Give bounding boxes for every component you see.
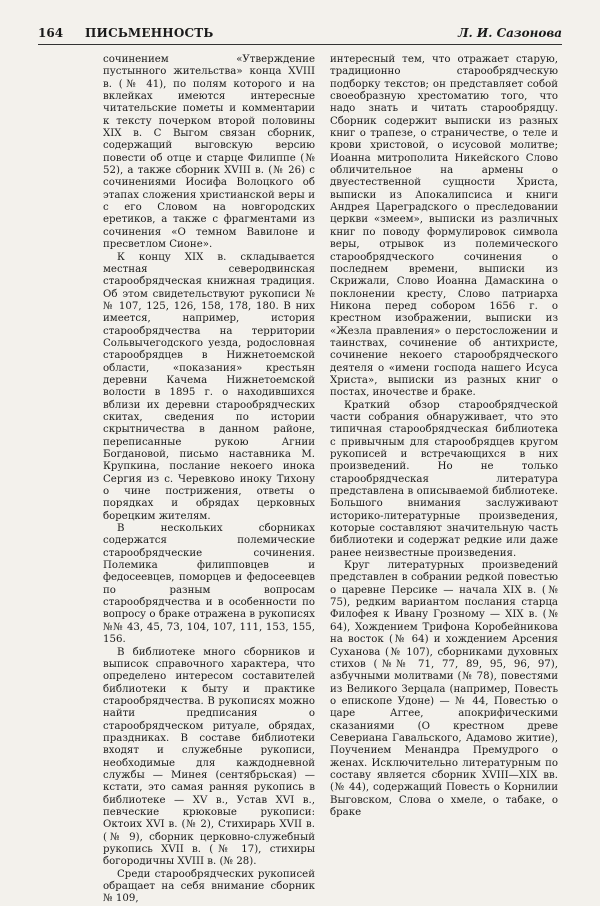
paragraph: К концу XIX в. складывается местная северодвинская старообрядческая книжная традиция. Об этом свидетельствуют рукописи №№ 107, 125, 126, 158, 178, 180. В них имеется, например, история старообрядчества на территории Сольвычегодского уезда, родословная старообрядцев в Нижнетоемской области, «показания» крестьян деревни Качема Нижнетоемской волости в 1895 г. о находившихся вблизи их деревни старообрядческих скитах, сведения по истории скрытничества в данном районе, переписанные рукою Агнии Богдановой, письмо наставника М. Крупкина, послание некоего инока Сергия из с. Черевково иноку Тихону о чине пострижения, ответы о порядках и обрядах церковных борецким жителям. [103, 251, 315, 522]
paragraph: Среди старообрядческих рукописей обращает на себя внимание сборник № 109, [103, 868, 315, 905]
paragraph: интересный тем, что отражает старую, традиционно старообрядческую подборку текстов; он представляет собой своеобразную хрестоматию того, что надо знать и читать старообрядцу. Сборник содержит выписки из разных книг о трапезе, о страничестве, о теле и крови христовой, о исусовой молитве; Иоанна митрополита Никейского Слово обличительное на армены о двуестественной сущности Христа, выписки из Апокалипсиса и книги Андрея Цареградского о преследовании церкви «змеем», выписки из различных книг по поводу формулировок символа веры, отрывок из полемического старообрядческого сочинения о последнем времени, выписки из Скрижали, Слово Иоанна Дамаскина о поклонении кресту, Слово патриарха Никона перед собором 1656 г. о крестном изображении, выписки из «Жезла правления» о перстосложении и таинствах, сочинение об антихристе, сочинение некоего старообрядческого деятеля о «имени господа нашего Исуса Христа», выписки из разных книг о постах, иночестве и браке. [330, 54, 558, 399]
paragraph: Краткий обзор старообрядческой части собрания обнаруживает, что это типичная старообрядческая библиотека с привычным для старообрядцев кругом рукописей и встречающихся в них произведений. Но не только старообрядческая литература представлена в описываемой библиотеке. Большого внимания заслуживают историко-литературные произведения, которые составляют значительную часть библиотеки и содержат редкие или даже ранее неизвестные произведения. [330, 399, 558, 559]
paragraph: сочинением «Утверждение пустынного жительства» конца XVIII в. (№ 41), по полям которого и на вклейках имеются интересные читательские пометы и комментарии к тексту почерком второй половины XIX в. С Выгом связан сборник, содержащий выговскую версию повести об отце и старце Филиппе (№ 52), а также сборник XVIII в. (№ 26) с сочинениями Иосифа Волоцкого об этапах сложения христианской веры и с его Словом на новгородских еретиков, а также с фрагментами из сочинения «О темном Вавилоне и пресветлом Сионе». [103, 54, 315, 251]
paragraph: В нескольких сборниках содержатся полемические старообрядческие сочинения. Полемика филипповцев и федосеевцев, поморцев и федосеевцев по разным вопросам старообрядчества и в особенности по вопросу о браке отражена в рукописях №№ 43, 45, 73, 104, 107, 111, 153, 155, 156. [103, 523, 315, 646]
paragraph: В библиотеке много сборников и выписок справочного характера, что определено интересом составителей библиотеки к быту и практике старообрядчества. В рукописях можно найти предписания о старообрядческом ритуале, обрядах, праздниках. В составе библиотеки входят и служебные рукописи, необходимые для каждодневной службы — Минея (сентябрьская) — кстати, это самая ранняя рукопись в библиотеке — XV в., Устав XVI в., певческие крюковые рукописи: Октоих XVI в. (№ 2), Стихирарь XVII в. (№ 9), сборник церковно-служебный рукопись XVII в. (№ 17), стихиры богородичны XVIII в. (№ 28). [103, 646, 315, 868]
header-author: Л. И. Сазонова [457, 26, 562, 40]
paragraph: Круг литературных произведений представлен в собрании редкой повестью о царевне Персике — начала XIX в. (№ 75), редким вариантом послания старца Филофея к Ивану Грозному — XIX в. (№ 64), Хождением Трифона Коробейникова на восток (№ 64) и хождением Арсения Суханова (№ 107), сборниками духовных стихов (№№ 71, 77, 89, 95, 96, 97), азбучными молитвами (№ 78), повестями из Великого Зерцала (например, Повесть о епископе Удоне) — № 44, Повестью о царе Аггее, апокрифическими сказаниями (О крестном древе Севериана Гавальского, Адамово житие), Поучением Менандра Премудрого о женах. Исключительно литературным по составу является сборник XVIII—XIX вв. (№ 44), содержащий Повесть о Корнилии Выговском, Слова о хмеле, о табаке, о браке [330, 560, 558, 818]
right-column [330, 54, 558, 818]
left-column [103, 54, 315, 905]
running-header [38, 26, 562, 42]
page-number: 164 [38, 26, 64, 40]
running-title: ПИСЬМЕННОСТЬ [85, 26, 214, 40]
header-rule [38, 44, 562, 45]
